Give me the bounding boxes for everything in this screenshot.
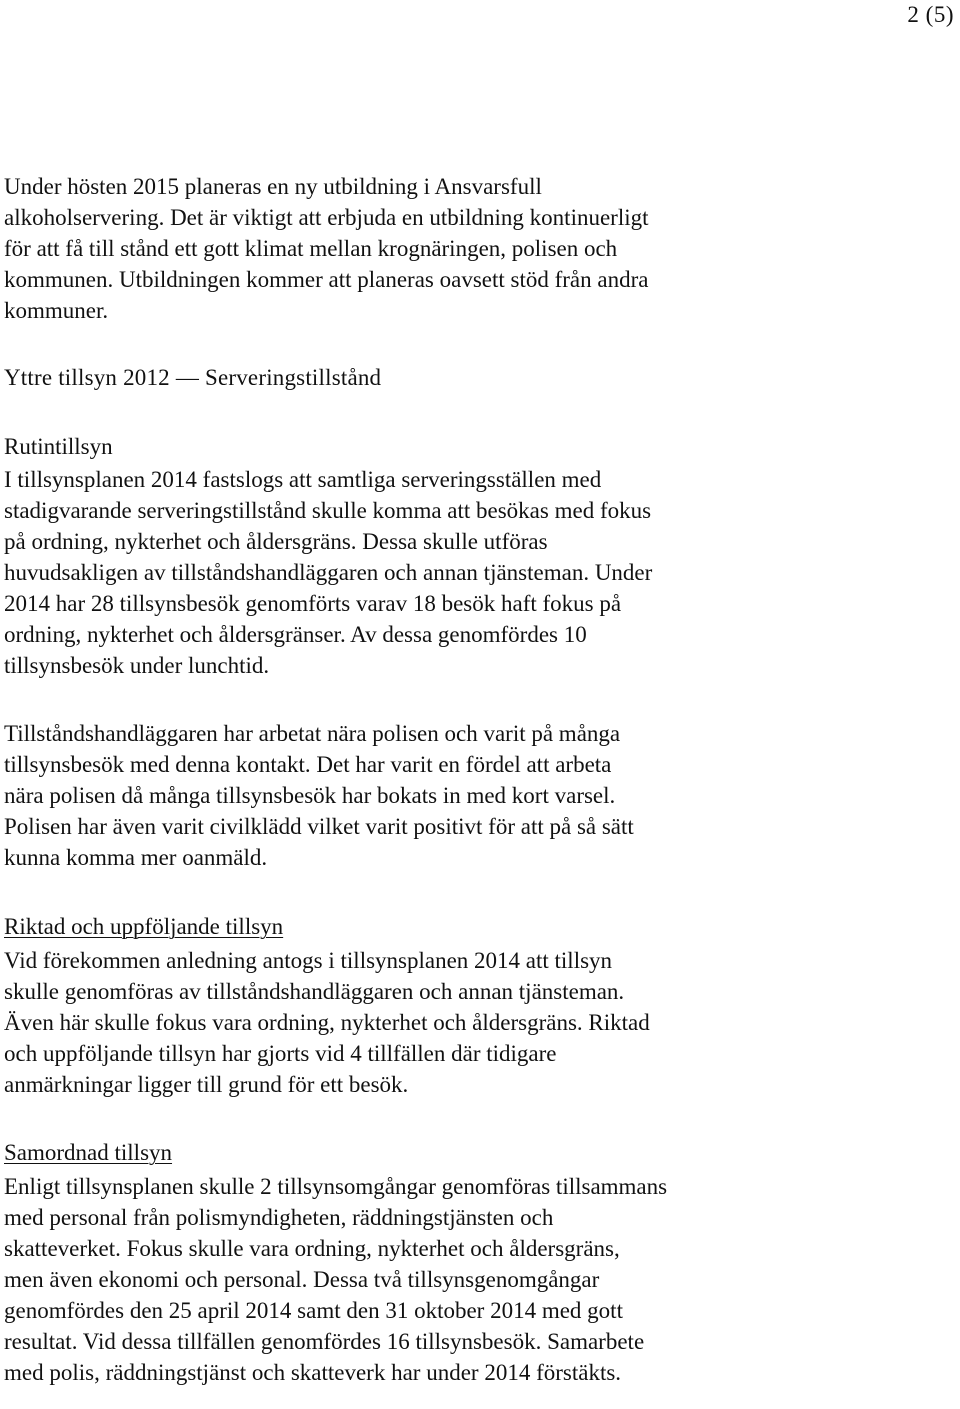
intro-line: för att få till stånd ett gott klimat mellan krognäringen, polisen och <box>4 236 618 261</box>
text-line: med personal från polismyndigheten, räddningstjänsten och <box>4 1205 554 1230</box>
text-line: skulle genomföras av tillståndshandläggaren och annan tjänsteman. <box>4 979 625 1004</box>
riktad-paragraph <box>4 945 954 1100</box>
text-line: och uppföljande tillsyn har gjorts vid 4 tillfällen där tidigare <box>4 1041 557 1066</box>
intro-paragraph <box>4 171 954 326</box>
text-line: skatteverket. Fokus skulle vara ordning, nykterhet och åldersgräns, <box>4 1236 620 1261</box>
section-heading: Yttre tillsyn 2012 — Serveringstillstånd <box>4 365 382 390</box>
text-line: men även ekonomi och personal. Dessa två tillsynsgenomgångar <box>4 1267 600 1292</box>
intro-line: kommuner. <box>4 298 109 323</box>
text-line: nära polisen då många tillsynsbesök har bokats in med kort varsel. <box>4 783 616 808</box>
rutintillsyn-paragraph-1 <box>4 464 954 681</box>
text-line: huvudsakligen av tillståndshandläggaren och annan tjänsteman. Under <box>4 560 653 585</box>
text-line: tillsynsbesök under lunchtid. <box>4 653 270 678</box>
intro-line: kommunen. Utbildningen kommer att planeras oavsett stöd från andra <box>4 267 649 292</box>
text-line: med polis, räddningstjänst och skatteverk har under 2014 förstäkts. <box>4 1360 622 1385</box>
text-line: Enligt tillsynsplanen skulle 2 tillsynsomgångar genomföras tillsammans <box>4 1174 668 1199</box>
text-line: kunna komma mer oanmäld. <box>4 845 268 870</box>
text-line: Vid förekommen anledning antogs i tillsynsplanen 2014 att tillsyn <box>4 948 613 973</box>
intro-line: Under hösten 2015 planeras en ny utbildning i Ansvarsfull <box>4 174 542 199</box>
text-line: på ordning, nykterhet och åldersgräns. Dessa skulle utföras <box>4 529 548 554</box>
samordnad-paragraph <box>4 1171 954 1388</box>
text-line: I tillsynsplanen 2014 fastslogs att samtliga serveringsställen med <box>4 467 602 492</box>
text-line: ordning, nykterhet och åldersgränser. Av dessa genomfördes 10 <box>4 622 587 647</box>
text-line: tillsynsbesök med denna kontakt. Det har varit en fördel att arbeta <box>4 752 612 777</box>
text-line: resultat. Vid dessa tillfällen genomfördes 16 tillsynsbesök. Samarbete <box>4 1329 645 1354</box>
document-body <box>4 171 954 1388</box>
text-line: 2014 har 28 tillsynsbesök genomförts varav 18 besök haft fokus på <box>4 591 622 616</box>
text-line: genomfördes den 25 april 2014 samt den 31 oktober 2014 med gott <box>4 1298 623 1323</box>
rutintillsyn-heading: Rutintillsyn <box>4 434 113 459</box>
rutintillsyn-paragraph-2 <box>4 718 954 873</box>
samordnad-heading: Samordnad tillsyn <box>4 1140 173 1165</box>
riktad-heading: Riktad och uppföljande tillsyn <box>4 914 284 939</box>
text-line: anmärkningar ligger till grund för ett besök. <box>4 1072 409 1097</box>
text-line: Även här skulle fokus vara ordning, nykterhet och åldersgräns. Riktad <box>4 1010 650 1035</box>
text-line: Tillståndshandläggaren har arbetat nära polisen och varit på många <box>4 721 621 746</box>
text-line: Polisen har även varit civilklädd vilket varit positivt för att på så sätt <box>4 814 634 839</box>
intro-line: alkoholservering. Det är viktigt att erbjuda en utbildning kontinuerligt <box>4 205 649 230</box>
page-number: 2 (5) <box>907 2 954 27</box>
text-line: stadigvarande serveringstillstånd skulle komma att besökas med fokus <box>4 498 652 523</box>
